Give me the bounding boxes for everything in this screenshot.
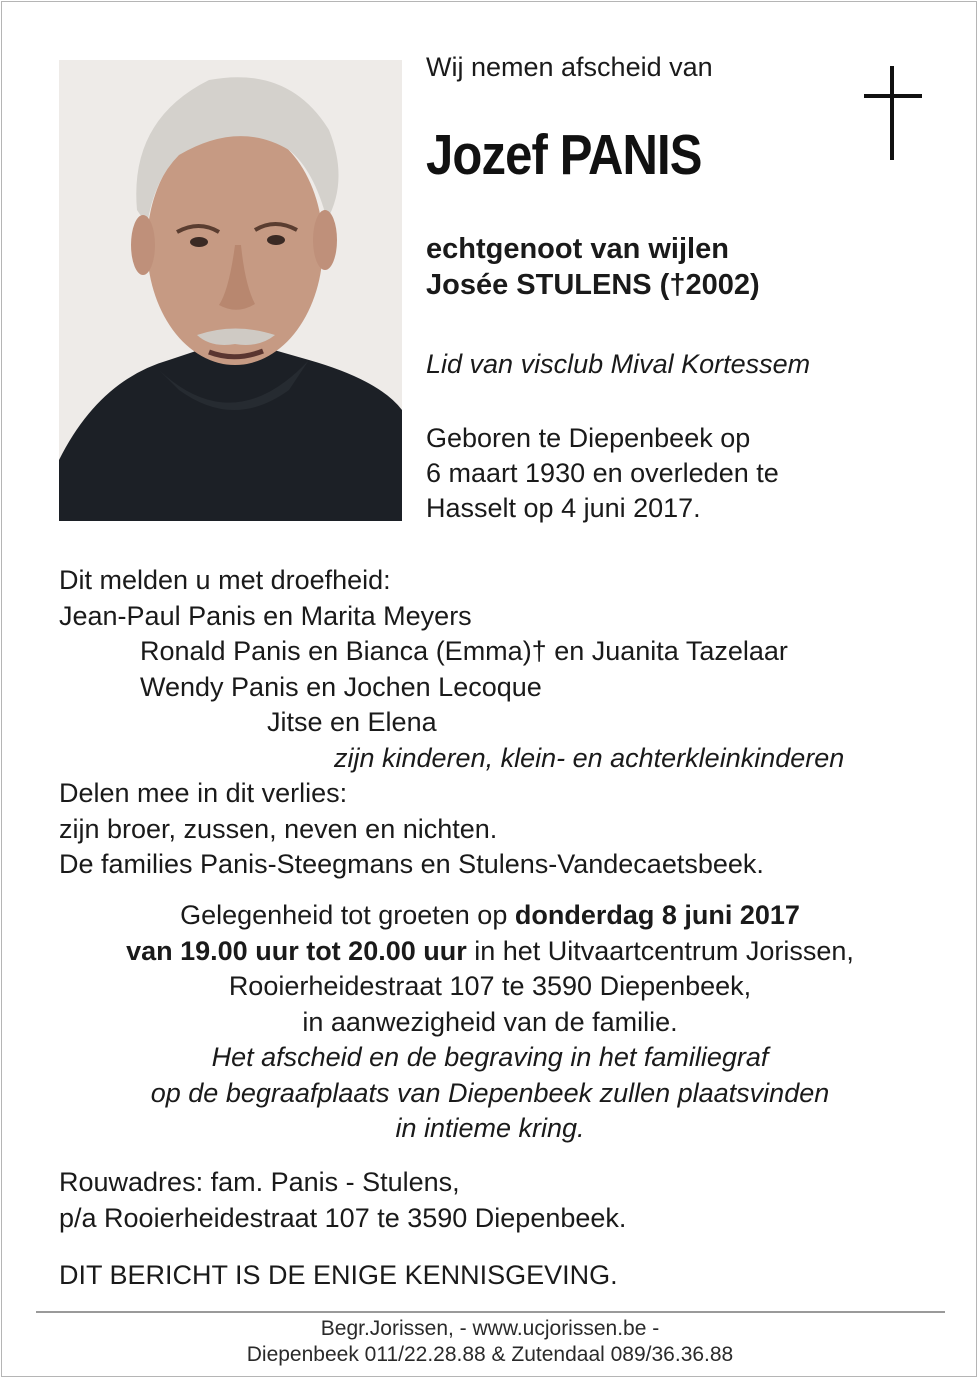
spouse-line-2: Josée STULENS (†2002) [426,268,760,301]
birth-line-3: Hasselt op 4 juni 2017. [426,493,701,524]
intro-text: Wij nemen afscheid van [426,52,713,82]
footer-divider [36,1311,945,1313]
visitation-pre: Gelegenheid tot groeten op [180,900,515,930]
mourning-address [59,1165,626,1236]
share-line-2: De families Panis-Steegmans en Stulens-Vandecaetsbeek. [59,849,764,879]
family-heading: Dit melden u met droefheid: [59,565,391,595]
family-relation: zijn kinderen, klein- en achterkleinkinderen [334,742,845,773]
portrait-photo [59,60,402,521]
footer-line-1: Begr.Jorissen, - www.ucjorissen.be - [320,1317,660,1340]
birth-line-1: Geboren te Diepenbeek op [426,423,751,453]
family-line-4: Jitse en Elena [267,707,437,737]
visitation-time: van 19.00 uur tot 20.00 uur [126,935,467,966]
club-membership: Lid van visclub Mival Kortessem [426,349,811,379]
birth-death-info [426,421,779,526]
family-line-2: Ronald Panis en Bianca (Emma)† en Juanita Tazelaar [140,636,788,666]
notice-text: DIT BERICHT IS DE ENIGE KENNISGEVING. [59,1260,618,1290]
family-line-3: Wendy Panis en Jochen Lecoque [140,671,542,702]
footer [0,1316,980,1368]
burial-line-1: Het afscheid en de begraving in het familiegraf [211,1042,769,1072]
visitation-line-2 [30,934,950,970]
birth-line-2: 6 maart 1930 en overleden te [426,458,779,489]
burial-line-3: in intieme kring. [395,1113,585,1143]
visitation-presence: in aanwezigheid van de familie. [302,1006,678,1037]
family-announcement [59,563,844,883]
cross-icon [864,66,922,160]
deceased-name: Jozef PANIS [426,123,702,187]
mourning-address-line-2: p/a Rooierheidestraat 107 te 3590 Diepenbeek. [59,1202,627,1233]
footer-line-2: Diepenbeek 011/22.28.88 & Zutendaal 089/36.36.88 [246,1343,734,1366]
spouse-info [426,232,760,304]
mourning-address-line-1: Rouwadres: fam. Panis - Stulens, [59,1167,460,1197]
burial-line-2: op de begraafplaats van Diepenbeek zullen plaatsvinden [150,1077,830,1108]
visitation-place: in het Uitvaartcentrum Jorissen, [466,935,854,966]
visitation-line-1 [30,898,950,934]
visitation-address: Rooierheidestraat 107 te 3590 Diepenbeek, [228,971,752,1001]
visitation-info [30,898,950,1147]
visitation-date: donderdag 8 juni 2017 [514,900,800,930]
share-heading: Delen mee in dit verlies: [59,778,348,808]
family-line-1: Jean-Paul Panis en Marita Meyers [59,600,472,631]
spouse-line-1: echtgenoot van wijlen [426,233,729,265]
share-line-1: zijn broer, zussen, neven en nichten. [59,813,498,844]
